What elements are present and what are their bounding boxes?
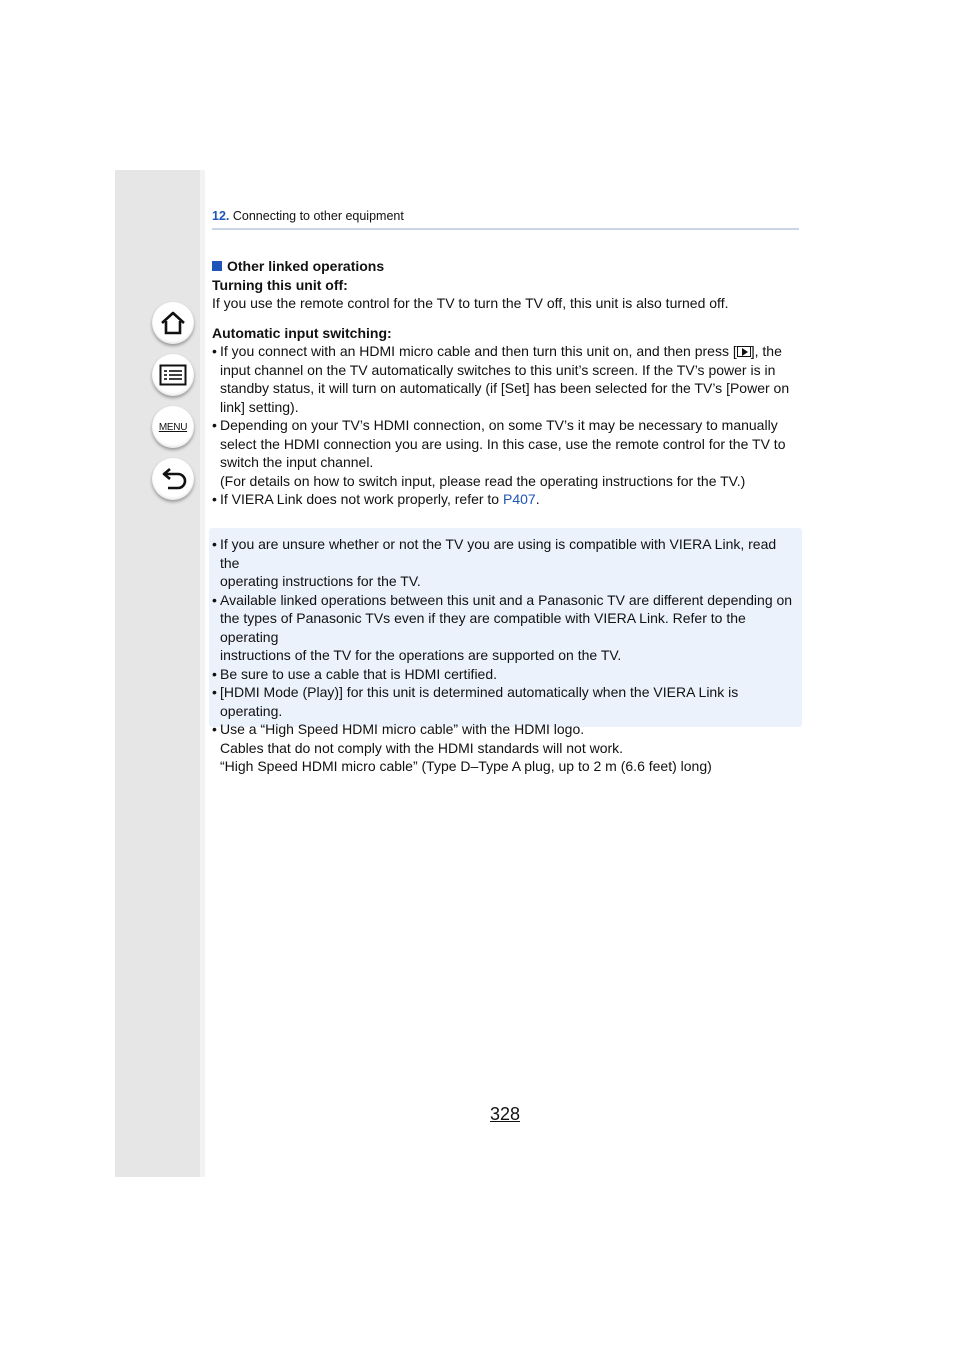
chapter-header <box>212 208 799 230</box>
main-content <box>212 257 802 509</box>
sidebar-edge <box>200 170 205 1177</box>
playback-icon <box>737 346 751 357</box>
menu-button[interactable] <box>152 406 194 448</box>
b2-line4: (For details on how to switch input, please read the operating instructions for the TV.) <box>220 472 746 489</box>
note-1-line1: • If you are unsure whether or not the TV you are using is compatible with VIERA Link, read the <box>212 535 799 572</box>
home-button[interactable] <box>152 302 194 344</box>
list-icon <box>159 364 187 386</box>
auto-input-bullet-2 <box>212 416 802 490</box>
page-link-p407[interactable]: P407 <box>502 491 536 507</box>
chapter-number: 12. <box>212 209 230 223</box>
b1-line3: standby status, it will turn on automatically (if [Set] has been selected for the TV’s [Power on <box>220 380 790 396</box>
b1-pre: If you connect with an HDMI micro cable and then turn this unit on, and then press [ <box>220 343 737 359</box>
turning-off-text: If you use the remote control for the TV to turn the TV off, this unit is also turned off. <box>212 295 729 311</box>
b1-line2: input channel on the TV automatically switches to this unit’s screen. If the TV’s power is in <box>220 361 776 378</box>
notes-box <box>209 528 802 774</box>
note-2-line3: instructions of the TV for the operations are supported on the TV. <box>220 647 622 663</box>
note-2-line1: • Available linked operations between this unit and a Panasonic TV are different depending on <box>212 591 799 610</box>
auto-input-bullet-1 <box>212 342 802 416</box>
b1-line4: link] setting). <box>220 398 299 415</box>
auto-input-bullet-3 <box>212 490 802 509</box>
b2-line3: switch the input channel. <box>220 454 374 470</box>
section-title-text: Other linked operations <box>227 258 385 274</box>
page-number: 328 <box>490 1104 521 1124</box>
note-2-line2: the types of Panasonic TVs even if they are compatible with VIERA Link. Refer to the operating <box>220 610 746 645</box>
square-bullet-icon <box>212 261 222 271</box>
note-5-line3: “High Speed HDMI micro cable” (Type D–Type A plug, up to 2 m (6.6 feet) long) <box>220 758 712 774</box>
home-icon <box>159 310 187 336</box>
b2-line2: select the HDMI connection you are using. In this case, use the remote control for the TV to <box>220 435 786 452</box>
b1-post: ], the <box>750 343 782 359</box>
back-icon <box>159 466 187 492</box>
b3-pre: If VIERA Link does not work properly, refer to <box>220 491 503 507</box>
note-5-line1: • Use a “High Speed HDMI micro cable” with the HDMI logo. <box>212 720 799 739</box>
note-5-line2: Cables that do not comply with the HDMI standards will not work. <box>220 739 624 756</box>
b3-post: . <box>535 491 540 507</box>
section-title <box>212 257 802 276</box>
b2-line1: • Depending on your TV’s HDMI connection, on some TV’s it may be necessary to manually <box>212 416 802 435</box>
contents-button[interactable] <box>152 354 194 396</box>
back-button[interactable] <box>152 458 194 500</box>
turning-off-heading: Turning this unit off: <box>212 276 348 293</box>
chapter-title: Connecting to other equipment <box>232 209 404 223</box>
note-1-line2: operating instructions for the TV. <box>220 573 421 589</box>
note-4: • [HDMI Mode (Play)] for this unit is determined automatically when the VIERA Link is operating. <box>212 683 799 720</box>
auto-input-heading: Automatic input switching: <box>212 324 392 341</box>
menu-label: MENU <box>158 421 188 433</box>
note-3: • Be sure to use a cable that is HDMI certified. <box>212 665 799 684</box>
